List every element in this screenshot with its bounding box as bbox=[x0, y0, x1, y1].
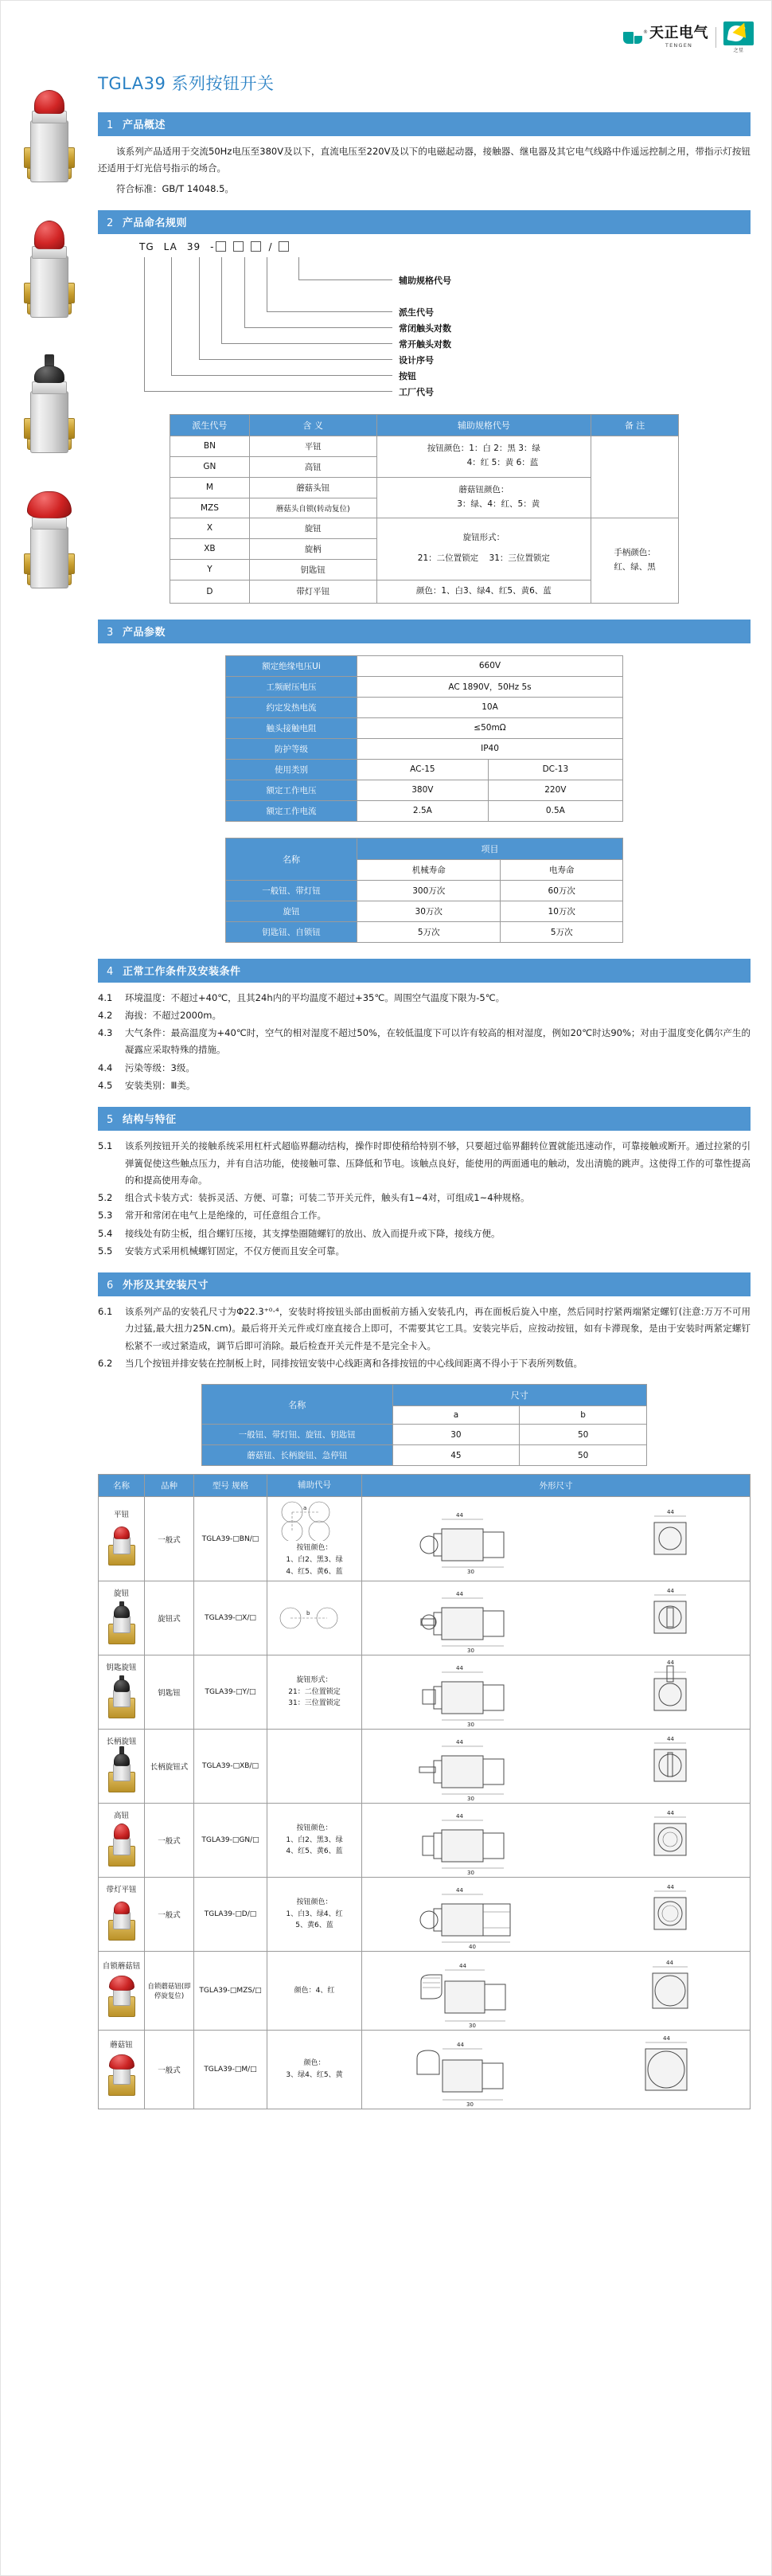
dim-row-name: 自锁蘑菇钮 bbox=[99, 1952, 145, 2031]
spacing-b: 50 bbox=[520, 1445, 647, 1466]
mini-product-photo bbox=[103, 1523, 140, 1570]
naming-box-4 bbox=[279, 241, 289, 252]
cell-code: BN bbox=[170, 436, 250, 456]
svg-text:44: 44 bbox=[455, 1665, 463, 1671]
th-spacing-dim: 尺寸 bbox=[392, 1385, 646, 1406]
svg-text:40: 40 bbox=[468, 1944, 476, 1949]
front-view-drawing bbox=[646, 1584, 694, 1652]
table-header-row bbox=[226, 838, 623, 859]
mounting-list bbox=[98, 1304, 751, 1372]
param-value: ≤50mΩ bbox=[357, 717, 623, 738]
svg-text:30: 30 bbox=[466, 1648, 474, 1652]
th-dim-kind: 品种 bbox=[145, 1475, 194, 1497]
th-spacing-b: b bbox=[520, 1406, 647, 1425]
section-number: 1 bbox=[107, 119, 114, 131]
cell-aux-button-color: 按钮颜色：1：白 2：黑 3：绿 4：红 5：黄 6：蓝 bbox=[376, 436, 591, 477]
param-name: 约定发热电流 bbox=[226, 697, 357, 717]
table-row bbox=[226, 901, 623, 921]
table-row bbox=[226, 655, 623, 676]
table-row bbox=[99, 1952, 751, 2031]
cell-meaning: 平钮 bbox=[249, 436, 376, 456]
outline-dimension-table bbox=[98, 1474, 751, 2109]
dim-row-aux bbox=[267, 1730, 362, 1804]
naming-label-aux: 辅助规格代号 bbox=[399, 275, 451, 286]
logo-divider bbox=[715, 27, 716, 48]
dim-row-kind: 钥匙钮 bbox=[145, 1655, 194, 1730]
cell-code: Y bbox=[170, 559, 250, 580]
front-view-drawing bbox=[646, 1658, 694, 1726]
section-heading-overview bbox=[98, 112, 751, 136]
overview-paragraph: 该系列产品适用于交流50Hz电压至380V及以下，直流电压至220V及以下的电磁起动器，接触器、继电器及其它电气线路中作遥远控制之用，带指示灯按钮还适用于灯光信号指示的场合。 bbox=[98, 146, 751, 174]
front-view-drawing bbox=[646, 1806, 694, 1874]
cell-code: M bbox=[170, 477, 250, 498]
dim-row-kind: 一般式 bbox=[145, 2031, 194, 2109]
th-spacing-a: a bbox=[392, 1406, 520, 1425]
front-view-drawing bbox=[646, 1880, 694, 1949]
dim-row-kind: 一般式 bbox=[145, 1804, 194, 1878]
th-life-name: 名称 bbox=[226, 838, 357, 880]
dim-row-model: TGLA39-□GN/□ bbox=[194, 1804, 267, 1878]
page-header bbox=[1, 1, 771, 57]
cell-aux-lamp-color: 颜色：1、白3、绿4、红5、黄6、蓝 bbox=[376, 580, 591, 603]
product-parameters-table bbox=[225, 655, 623, 822]
naming-code-1: LA bbox=[163, 240, 177, 252]
cell-remark bbox=[591, 436, 679, 518]
param-value: AC 1890V，50Hz 5s bbox=[357, 676, 623, 697]
param-value-ac: 380V bbox=[357, 780, 489, 800]
dim-row-name: 平钮 bbox=[99, 1497, 145, 1581]
page-title: TGLA39 系列按钮开关 bbox=[98, 74, 275, 93]
param-name: 触头接触电阻 bbox=[226, 717, 357, 738]
table-row bbox=[202, 1445, 647, 1466]
naming-box-2 bbox=[233, 241, 244, 252]
table-row bbox=[99, 2031, 751, 2109]
star-badge-icon bbox=[723, 21, 754, 45]
svg-text:44: 44 bbox=[667, 1659, 675, 1666]
table-header-row bbox=[99, 1475, 751, 1497]
dim-row-aux: 按钮颜色： 1、白3、绿4、红 5、黄6、蓝 bbox=[267, 1878, 362, 1952]
dim-row-kind: 一般式 bbox=[145, 1878, 194, 1952]
life-elec: 60万次 bbox=[501, 880, 623, 901]
svg-text:44: 44 bbox=[662, 2035, 670, 2042]
table-row bbox=[170, 518, 679, 538]
dim-row-drawing bbox=[362, 1497, 751, 1581]
table-header-row bbox=[202, 1385, 647, 1406]
dim-row-model: TGLA39-□MZS/□ bbox=[194, 1952, 267, 2031]
section-heading-dimensions: 6 外形及其安装尺寸 bbox=[98, 1272, 751, 1296]
param-value: 10A bbox=[357, 697, 623, 717]
table-row bbox=[99, 1497, 751, 1581]
list-item: 5.3 常开和常闭在电气上是绝缘的，可任意组合工作。 bbox=[98, 1210, 326, 1222]
dim-row-drawing bbox=[362, 1804, 751, 1878]
dim-row-kind: 一般式 bbox=[145, 1497, 194, 1581]
front-view-drawing bbox=[646, 1505, 694, 1573]
table-row bbox=[226, 921, 623, 942]
table-row bbox=[99, 1655, 751, 1730]
table-row bbox=[226, 738, 623, 759]
svg-text:30: 30 bbox=[466, 1722, 474, 1726]
dim-row-aux: 旋钮形式： 21：二位置锁定 31：三位置锁定 bbox=[267, 1655, 362, 1730]
dim-row-kind: 长柄旋钮式 bbox=[145, 1730, 194, 1804]
dim-row-name: 高钮 bbox=[99, 1804, 145, 1878]
product-photo-mushroom bbox=[10, 485, 89, 604]
spacing-name: 一般钮、带灯钮、旋钮、钥匙钮 bbox=[202, 1425, 393, 1445]
table-row bbox=[99, 1878, 751, 1952]
table-row bbox=[202, 1425, 647, 1445]
naming-code-2: 39 bbox=[186, 240, 201, 252]
param-value-dc: DC-13 bbox=[488, 759, 622, 780]
dim-row-model: TGLA39-□BN/□ bbox=[194, 1497, 267, 1581]
features-list bbox=[98, 1138, 751, 1260]
spacing-a: 45 bbox=[392, 1445, 520, 1466]
naming-label-factory: 工厂代号 bbox=[399, 386, 434, 397]
naming-dash: - bbox=[210, 240, 215, 252]
th-remark: 备 注 bbox=[591, 414, 679, 436]
cell-meaning: 旋钮 bbox=[249, 518, 376, 538]
spacing-name: 蘑菇钮、长柄旋钮、急停钮 bbox=[202, 1445, 393, 1466]
tengen-logo-icon bbox=[623, 29, 648, 44]
param-value-dc: 0.5A bbox=[488, 800, 622, 821]
cell-remark-handle-color: 手柄颜色： 红、绿、黑 bbox=[591, 518, 679, 603]
spacing-circles-diagram bbox=[270, 1499, 359, 1542]
svg-text:30: 30 bbox=[466, 1568, 474, 1573]
svg-text:44: 44 bbox=[458, 1963, 466, 1969]
th-code: 派生代号 bbox=[170, 414, 250, 436]
th-dim-outline: 外形尺寸 bbox=[362, 1475, 751, 1497]
table-row bbox=[226, 800, 623, 821]
param-name: 额定工作电压 bbox=[226, 780, 357, 800]
badge-label: 之星 bbox=[733, 48, 744, 53]
cell-aux-knob-type: 旋钮形式： 21：二位置锁定 31：三位置锁定 bbox=[376, 518, 591, 580]
param-value: IP40 bbox=[357, 738, 623, 759]
front-view-drawing bbox=[641, 2033, 696, 2106]
dim-row-model: TGLA39-□M/□ bbox=[194, 2031, 267, 2109]
list-item: 4.2 海拔：不超过2000m。 bbox=[98, 1009, 221, 1021]
dim-row-aux bbox=[267, 1581, 362, 1655]
dim-row-name: 长柄旋钮 bbox=[99, 1730, 145, 1804]
table-row bbox=[226, 880, 623, 901]
list-item: 5.4 接线处有防尘板，组合螺钉压接，其支撑垫圈随螺钉的放出、放入而提升或下降，接线方便。 bbox=[98, 1227, 501, 1239]
table-row bbox=[99, 1581, 751, 1655]
service-life-table bbox=[225, 838, 623, 943]
life-mech: 30万次 bbox=[357, 901, 501, 921]
dim-row-aux: 颜色： 3、绿4、红5、黄 bbox=[267, 2031, 362, 2109]
side-view-drawing bbox=[418, 1732, 537, 1800]
th-life-group: 项目 bbox=[357, 838, 623, 859]
svg-text:b: b bbox=[306, 1610, 310, 1616]
table-row bbox=[226, 759, 623, 780]
dim-row-kind: 自锁蘑菇钮(即停旋复位) bbox=[145, 1952, 194, 2031]
dim-row-model: TGLA39-□D/□ bbox=[194, 1878, 267, 1952]
param-value: 660V bbox=[357, 655, 623, 676]
naming-label-deriv: 派生代号 bbox=[399, 307, 434, 318]
overview-standard: 符合标准：GB/T 14048.5。 bbox=[116, 182, 234, 194]
section-heading-params: 3 产品参数 bbox=[98, 620, 751, 643]
cell-meaning: 蘑菇头钮 bbox=[249, 477, 376, 498]
list-item: 4.1 环境温度：不超过+40℃，且其24h内的平均温度不超过+35℃。周围空气温度下限为-5℃。 bbox=[98, 991, 505, 1003]
dim-row-aux: a 按钮颜色： 1、白2、黑3、绿 4、红5、黄6、蓝 bbox=[267, 1497, 362, 1581]
brand-logo bbox=[623, 21, 754, 53]
dim-row-name: 钥匙旋钮 bbox=[99, 1655, 145, 1730]
dim-row-aux: 按钮颜色： 1、白2、黑3、绿 4、红5、黄6、蓝 bbox=[267, 1804, 362, 1878]
spacing-b: 50 bbox=[520, 1425, 647, 1445]
table-row bbox=[226, 780, 623, 800]
list-item: 5.2 组合式卡装方式：装拆灵活、方便、可靠；可装二节开关元件，触头有1~4对，可组成1~4种规格。 bbox=[98, 1192, 530, 1204]
life-elec: 5万次 bbox=[501, 921, 623, 942]
th-aux: 辅助规格代号 bbox=[376, 414, 591, 436]
list-item: 4.5 安装类别：Ⅲ类。 bbox=[98, 1079, 196, 1091]
svg-text:44: 44 bbox=[667, 1736, 675, 1742]
dim-row-name: 带灯平钮 bbox=[99, 1878, 145, 1952]
side-view-drawing bbox=[418, 1658, 537, 1726]
derivative-code-table bbox=[170, 414, 679, 604]
cell-meaning: 蘑菇头自锁(转动复位) bbox=[249, 498, 376, 518]
cell-code: MZS bbox=[170, 498, 250, 518]
naming-box-3 bbox=[251, 241, 261, 252]
mini-product-photo bbox=[103, 1898, 140, 1945]
cell-meaning: 旋柄 bbox=[249, 538, 376, 559]
naming-label-button: 按钮 bbox=[399, 370, 416, 381]
mini-product-photo bbox=[103, 1601, 140, 1649]
side-view-drawing bbox=[418, 1584, 537, 1652]
section-heading-naming: 2 产品命名规则 bbox=[98, 210, 751, 234]
naming-slash: / bbox=[268, 240, 273, 252]
list-item: 5.5 安装方式采用机械螺钉固定，不仅方便而且安全可靠。 bbox=[98, 1245, 345, 1257]
list-item: 6.2 当几个按钮并排安装在控制板上时，同排按钮安装中心线距离和各排按钮的中心线间距离不得小于下表所列数值。 bbox=[98, 1357, 583, 1369]
param-name: 额定工作电流 bbox=[226, 800, 357, 821]
th-dim-aux: 辅助代号 bbox=[267, 1475, 362, 1497]
svg-text:44: 44 bbox=[455, 1813, 463, 1820]
table-row bbox=[226, 697, 623, 717]
life-mech: 300万次 bbox=[357, 880, 501, 901]
svg-text:44: 44 bbox=[667, 1508, 675, 1515]
svg-text:30: 30 bbox=[466, 2101, 474, 2106]
spacing-a: 30 bbox=[392, 1425, 520, 1445]
dim-row-kind: 旋钮式 bbox=[145, 1581, 194, 1655]
svg-text:30: 30 bbox=[466, 1870, 474, 1874]
naming-label-design: 设计序号 bbox=[399, 354, 434, 365]
spacing-b-diagram bbox=[270, 1602, 349, 1634]
brand-name-cn: 天正电气 bbox=[649, 25, 708, 41]
naming-code-row bbox=[139, 241, 296, 252]
svg-text:44: 44 bbox=[667, 1884, 675, 1890]
life-elec: 10万次 bbox=[501, 901, 623, 921]
product-photo-knob bbox=[10, 350, 89, 469]
th-mech-life: 机械寿命 bbox=[357, 859, 501, 880]
main-content bbox=[98, 57, 771, 2109]
dim-row-model: TGLA39-□XB/□ bbox=[194, 1730, 267, 1804]
cell-code: X bbox=[170, 518, 250, 538]
naming-label-no: 常开触头对数 bbox=[399, 338, 451, 350]
side-view-drawing bbox=[418, 1954, 537, 2027]
dim-row-model: TGLA39-□Y/□ bbox=[194, 1655, 267, 1730]
naming-box-1 bbox=[216, 241, 226, 252]
product-photo-rail bbox=[1, 57, 98, 620]
cell-code: XB bbox=[170, 538, 250, 559]
svg-text:44: 44 bbox=[455, 1739, 463, 1745]
naming-label-nc: 常闭触头对数 bbox=[399, 322, 451, 334]
dim-row-aux: 颜色：4、红 bbox=[267, 1952, 362, 2031]
param-value-dc: 220V bbox=[488, 780, 622, 800]
svg-text:44: 44 bbox=[666, 1960, 674, 1966]
table-row bbox=[226, 717, 623, 738]
table-row bbox=[226, 676, 623, 697]
cell-meaning: 高钮 bbox=[249, 456, 376, 477]
dim-row-drawing bbox=[362, 1952, 751, 2031]
cell-aux-mushroom-color: 蘑菇钮颜色： 3：绿、4：红、5：黄 bbox=[376, 477, 591, 518]
naming-rule-diagram bbox=[98, 241, 751, 405]
naming-code-0: TG bbox=[139, 240, 154, 252]
table-row bbox=[99, 1804, 751, 1878]
life-name: 钥匙钮、自锁钮 bbox=[226, 921, 357, 942]
section-label: 产品概述 bbox=[123, 119, 166, 131]
svg-text:a: a bbox=[303, 1505, 307, 1512]
cell-code: GN bbox=[170, 456, 250, 477]
svg-text:44: 44 bbox=[457, 2042, 465, 2048]
dim-row-name: 蘑菇钮 bbox=[99, 2031, 145, 2109]
th-dim-name: 名称 bbox=[99, 1475, 145, 1497]
th-elec-life: 电寿命 bbox=[501, 859, 623, 880]
front-view-drawing bbox=[646, 1954, 694, 2027]
cell-meaning: 钥匙钮 bbox=[249, 559, 376, 580]
svg-text:44: 44 bbox=[455, 1887, 463, 1894]
life-name: 旋钮 bbox=[226, 901, 357, 921]
list-item: 4.4 污染等级：3级。 bbox=[98, 1061, 195, 1073]
mini-product-photo bbox=[103, 2053, 140, 2101]
svg-text:44: 44 bbox=[667, 1810, 675, 1816]
cell-meaning: 带灯平钮 bbox=[249, 580, 376, 603]
side-view-drawing bbox=[415, 2033, 535, 2106]
th-meaning: 含 义 bbox=[249, 414, 376, 436]
dim-row-drawing bbox=[362, 1655, 751, 1730]
svg-text:30: 30 bbox=[466, 1796, 474, 1800]
svg-text:30: 30 bbox=[468, 2023, 476, 2027]
spacing-table bbox=[201, 1384, 647, 1466]
table-header-row bbox=[170, 414, 679, 436]
product-photo-flat-red bbox=[10, 79, 89, 198]
product-photo-tall-red bbox=[10, 214, 89, 334]
param-value-ac: AC-15 bbox=[357, 759, 489, 780]
side-view-drawing bbox=[418, 1505, 537, 1573]
life-mech: 5万次 bbox=[357, 921, 501, 942]
list-item: 4.3 大气条件：最高温度为+40℃时，空气的相对湿度不超过50%，在较低温度下可以许有较高的相对湿度，例如20℃时达90%；对由于温度变化偶尔产生的凝露应采取特殊的措施。 bbox=[98, 1027, 751, 1056]
table-row bbox=[99, 1730, 751, 1804]
dim-row-drawing bbox=[362, 1878, 751, 1952]
side-view-drawing bbox=[418, 1880, 537, 1949]
param-name: 工频耐压电压 bbox=[226, 676, 357, 697]
dim-row-name: 旋钮 bbox=[99, 1581, 145, 1655]
th-spacing-name: 名称 bbox=[202, 1385, 393, 1425]
mini-product-photo bbox=[103, 1749, 140, 1797]
list-item: 6.1 该系列产品的安装孔尺寸为Φ22.3⁺⁰·⁴，安装时将按钮头部由面板前方插入安装孔内，再在面板后旋入中座，然后同时拧紧两端紧定螺钉(注意:万万不可用力过猛,最大扭力25N.cm)。最后将开关元件或灯座直接合上即可，不需要其它工具。安装完毕后，应按动按钮，如有卡滞现象，是由于安装时两紧定螺钉松紧不一或过紧造成，调节后即可消除。最后检查开关元件是不是完全卡入。 bbox=[98, 1306, 751, 1351]
brand-name-en: TENGEN bbox=[665, 42, 693, 49]
list-item: 5.1 该系列按钮开关的接触系统采用杠杆式超临界翻动结构，操作时即使稍给特别不够，只要超过临界翻转位置就能迅速动作，可靠接触或断开。通过拉紧的引弹簧促使这些触点压力，并有自洁功能，使接触可靠、压降低和节电。该触点良好，能使用的两面通电的触动，发出清脆的跳声。这使得工作的可靠性提高的和提高使用寿命。 bbox=[98, 1140, 751, 1186]
svg-text:44: 44 bbox=[455, 1591, 463, 1597]
svg-text:44: 44 bbox=[455, 1511, 463, 1519]
param-name: 额定绝缘电压Ui bbox=[226, 655, 357, 676]
life-name: 一般钮、带灯钮 bbox=[226, 880, 357, 901]
section-heading-features: 5 结构与特征 bbox=[98, 1107, 751, 1131]
dim-row-model: TGLA39-□X/□ bbox=[194, 1581, 267, 1655]
dim-row-drawing bbox=[362, 1730, 751, 1804]
th-dim-model: 型号 规格 bbox=[194, 1475, 267, 1497]
working-conditions-list bbox=[98, 990, 751, 1095]
mini-product-photo bbox=[103, 1974, 140, 2022]
side-view-drawing bbox=[418, 1806, 537, 1874]
param-value-ac: 2.5A bbox=[357, 800, 489, 821]
dim-row-drawing bbox=[362, 2031, 751, 2109]
svg-text:44: 44 bbox=[667, 1588, 675, 1594]
front-view-drawing bbox=[646, 1732, 694, 1800]
dim-row-drawing bbox=[362, 1581, 751, 1655]
param-name: 使用类别 bbox=[226, 759, 357, 780]
mini-product-photo bbox=[103, 1824, 140, 1871]
table-row bbox=[170, 436, 679, 456]
registered-icon: ® bbox=[643, 29, 648, 35]
param-name: 防护等级 bbox=[226, 738, 357, 759]
section-heading-conditions: 4 正常工作条件及安装条件 bbox=[98, 959, 751, 983]
cell-code: D bbox=[170, 580, 250, 603]
mini-product-photo bbox=[103, 1675, 140, 1723]
